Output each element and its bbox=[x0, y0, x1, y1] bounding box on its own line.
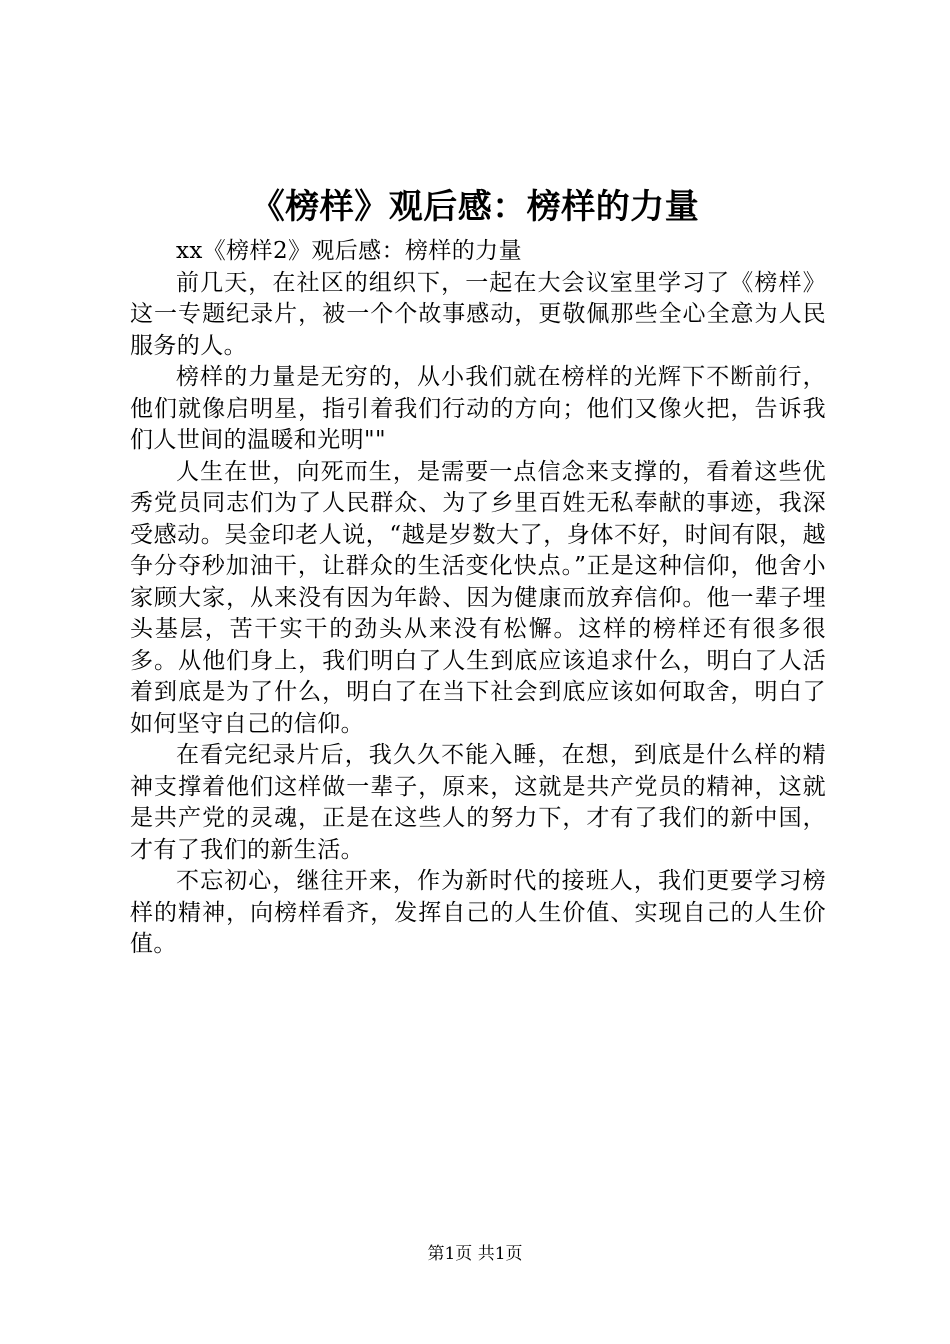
paragraph: 人生在世，向死而生，是需要一点信念来支撑的，看着这些优秀党员同志们为了人民群众、为了乡里百姓无私奉献的事迹，我深受感动。吴金印老人说，“越是岁数大了，身体不好，时间有限，越争分夺秒加油干，让群众的生活变化快点。”正是这种信仰，他舍小家顾大家，从来没有因为年龄、因为健康而放弃信仰。他一辈子埋头基层，苦干实干的劲头从来没有松懈。这样的榜样还有很多很多。从他们身上，我们明白了人生到底应该追求什么，明白了人活着到底是为了什么，明白了在当下社会到底应该如何取舍，明白了如何坚守自己的信仰。 bbox=[130, 458, 826, 737]
paragraph: 前几天，在社区的组织下，一起在大会议室里学习了《榜样》这一专题纪录片，被一个个故事感动，更敬佩那些全心全意为人民服务的人。 bbox=[130, 269, 826, 359]
document-title: 《榜样》观后感：榜样的力量 bbox=[250, 187, 700, 227]
paragraph: 在看完纪录片后，我久久不能入睡，在想，到底是什么样的精神支撑着他们这样做一辈子，原来，这就是共产党员的精神，这就是共产党的灵魂，正是在这些人的努力下，才有了我们的新中国，才有了我们的新生活。 bbox=[130, 742, 826, 863]
paragraph: 不忘初心，继往开来，作为新时代的接班人，我们更要学习榜样的精神，向榜样看齐，发挥自己的人生价值、实现自己的人生价值。 bbox=[130, 868, 826, 957]
paragraph: 榜样的力量是无穷的，从小我们就在榜样的光辉下不断前行，他们就像启明星，指引着我们行动的方向；他们又像火把，告诉我们人世间的温暖和光明"" bbox=[130, 364, 826, 453]
document-body bbox=[130, 236, 826, 961]
paragraph-subtitle: xx《榜样2》观后感：榜样的力量 bbox=[176, 238, 522, 264]
page-number-footer: 第1页 共1页 bbox=[427, 1244, 523, 1264]
